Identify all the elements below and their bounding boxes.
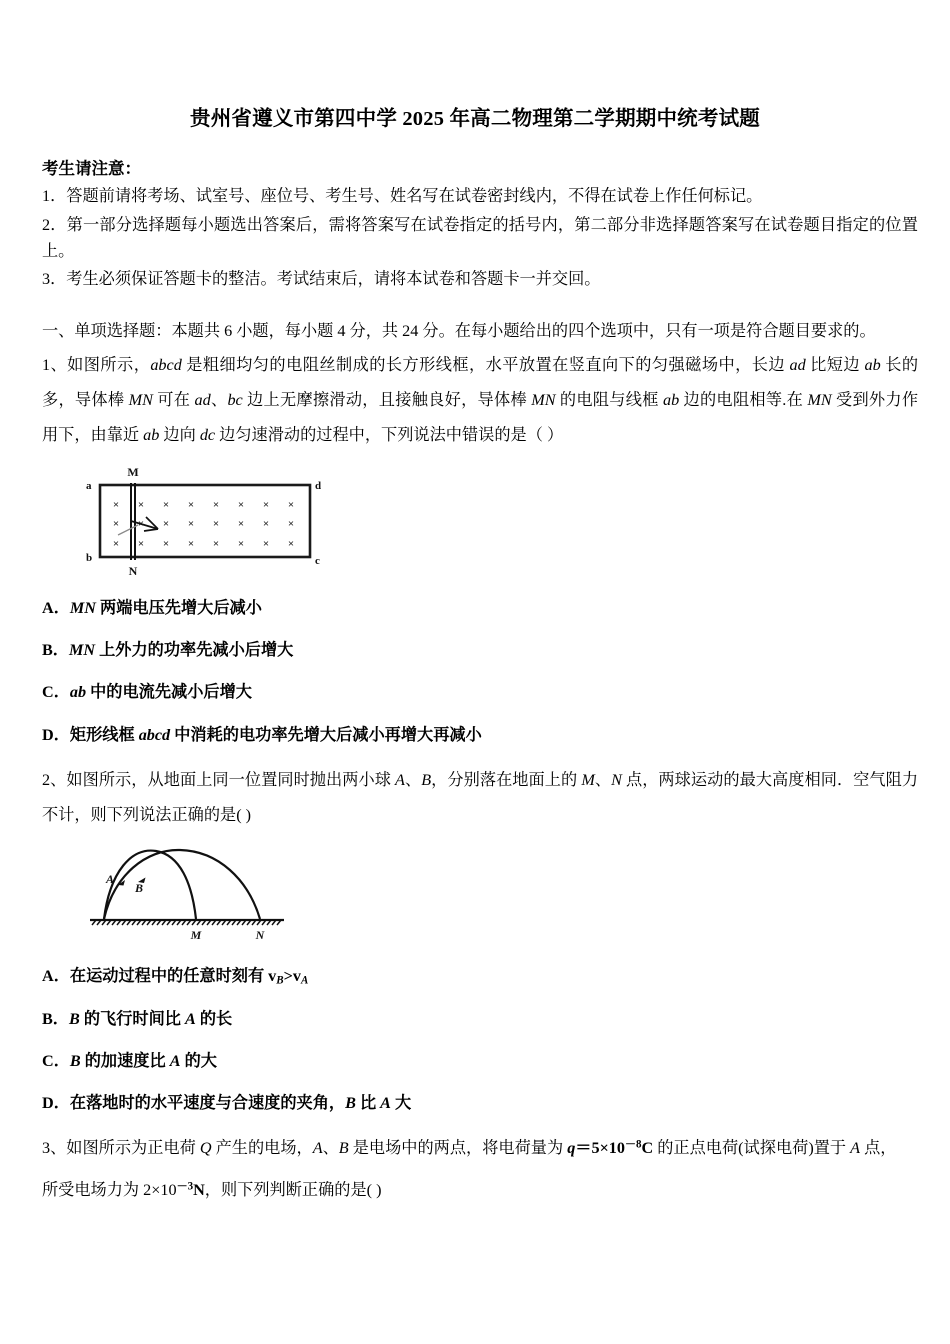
q2-option-d-part-3: A [380, 1094, 391, 1113]
q3-charge-unit: C [641, 1139, 654, 1158]
q1-seg-14: 的电阻与线框 [555, 391, 663, 410]
question-1-option-d[interactable] [42, 723, 918, 747]
question-1-figure [42, 463, 918, 578]
q2-option-a-text: 在运动过程中的任意时刻有 v [69, 966, 277, 985]
q2-seg-8: 点，两球运动的最大高度相同．空气阻力不计，则下列说法正确的是( ) [42, 770, 919, 824]
q2-option-d-label: D． [42, 1094, 70, 1113]
notice-item-2: 2．第一部分选择题每小题选出答案后，需将答案写在试卷指定的括号内，第二部分非选择题答案写在试卷题目指定的位置上。 [42, 215, 918, 260]
q2-option-b-part-3: 的长 [195, 1009, 233, 1028]
q2-option-c-part-1: 的加速度比 [80, 1051, 170, 1070]
notice-item-3: 3．考生必须保证答题卡的整洁。考试结束后，请将本试卷和答题卡一并交回。 [42, 270, 601, 289]
velocity-arrow-head-lower [144, 529, 158, 531]
corner-label-d: d [315, 479, 322, 492]
svg-text:×: × [187, 537, 195, 550]
option-c-label: C． [42, 683, 70, 702]
q1-seg-0: 如图所示， [67, 356, 151, 375]
q1-seg-19: ab [143, 425, 160, 444]
q3-charge-exponent: －8 [625, 1139, 642, 1152]
option-d-part-1: abcd [138, 725, 171, 744]
q2-seg-6: 、 [594, 770, 612, 789]
svg-text:×: × [287, 537, 295, 550]
question-1-option-b[interactable] [42, 638, 918, 662]
option-c-part-1: 中的电流先减小后增大 [86, 683, 252, 702]
curve-label-b: B [135, 880, 144, 895]
rectangular-loop-magnetic-field-diagram [72, 463, 332, 578]
question-2-figure [42, 841, 918, 946]
corner-label-a: a [86, 479, 92, 492]
corner-label-c: c [315, 554, 320, 567]
q1-seg-5: ab [864, 356, 881, 375]
q3-line1-end: 点， [860, 1139, 897, 1158]
option-b-part-0: MN [68, 641, 96, 660]
option-a-label: A． [42, 598, 70, 617]
q2-option-a-sub1: B [276, 973, 284, 986]
q1-seg-17: MN [807, 391, 832, 410]
svg-text:×: × [162, 498, 170, 511]
document-body [0, 157, 950, 1205]
q1-seg-6: 长的多，导体棒 [42, 356, 919, 410]
q1-seg-9: ad [194, 391, 211, 410]
svg-text:×: × [137, 537, 145, 550]
projectile-trajectories-diagram [84, 841, 334, 946]
q1-seg-16: 边的电阻相等.在 [679, 391, 808, 410]
option-a-part-1: 两端电压先增大后减小 [95, 598, 262, 617]
q1-seg-4: 比短边 [805, 356, 865, 375]
q3-force-unit: N [193, 1181, 205, 1200]
q2-option-b-part-1: 的飞行时间比 [79, 1009, 186, 1028]
q1-seg-20: 边向 [159, 425, 200, 444]
q3-line1-mid1: 产生的电场， [211, 1139, 313, 1158]
q3-force-exponent: －3 [176, 1180, 194, 1193]
q3-line2-pre: 所受电场力为 2×10 [42, 1181, 177, 1200]
question-2-option-a[interactable] [42, 964, 918, 989]
page-title: 贵州省遵义市第四中学 2025 年高二物理第二学期期中统考试题 [190, 108, 760, 130]
option-b-label: B． [42, 641, 69, 660]
question-3-stem-line-1 [42, 1135, 918, 1163]
question-1-option-a[interactable] [42, 596, 918, 620]
svg-text:×: × [162, 517, 170, 530]
q2-option-c-label: C． [42, 1051, 70, 1070]
curve-label-a: A [106, 871, 115, 886]
svg-text:×: × [262, 498, 270, 511]
question-1-number: 1、 [42, 356, 68, 375]
svg-text:×: × [137, 498, 145, 511]
svg-text:×: × [187, 517, 195, 530]
question-1-option-c[interactable] [42, 680, 918, 704]
notice-heading: 考生请注意： [42, 158, 141, 178]
q3-line2-post: ，则下列判断正确的是( ) [204, 1181, 382, 1200]
rod-label-n: N [128, 563, 138, 578]
option-d-label: D． [42, 725, 70, 744]
q1-seg-22: 边匀速滑动的过程中，下列说法中错误的是（ ） [215, 425, 564, 444]
svg-text:×: × [162, 537, 170, 550]
q2-seg-0: 如图所示，从地面上同一位置同时抛出两小球 [66, 770, 396, 789]
q1-seg-11: bc [227, 391, 243, 410]
landing-label-m: M [190, 927, 202, 942]
q1-seg-21: dc [199, 425, 216, 444]
q1-seg-18: 受到外力作用下，由靠近 [42, 391, 919, 444]
svg-text:×: × [187, 498, 195, 511]
landing-label-n: N [255, 927, 265, 942]
q3-point-a-2: A [850, 1139, 861, 1158]
q1-seg-7: MN [128, 391, 153, 410]
q2-option-a-mid: >v [283, 966, 301, 985]
q2-option-a-label: A． [42, 966, 70, 985]
q1-seg-15: ab [662, 391, 680, 410]
q2-seg-3: B [421, 770, 432, 789]
q2-option-c-part-3: 的大 [180, 1051, 217, 1070]
svg-text:×: × [212, 517, 220, 530]
option-d-part-2: 中消耗的电功率先增大后减小再增大再减小 [170, 725, 482, 744]
q1-seg-3: ad [789, 356, 806, 375]
rod-label-m: M [127, 464, 139, 479]
q2-seg-5: M [581, 770, 595, 789]
question-2-number: 2、 [42, 770, 67, 789]
q3-charge-q-symbol: Q [199, 1139, 212, 1158]
q3-point-a: A [312, 1139, 323, 1158]
svg-text:×: × [112, 517, 120, 530]
option-c-part-0: ab [69, 683, 87, 702]
q1-seg-12: 边上无摩擦滑动，且接触良好，导体棒 [242, 391, 532, 410]
section-one-heading: 一、单项选择题：本题共 6 小题，每小题 4 分，共 24 分。在每小题给出的四个选项中，只有一项是符合题目要求的。 [42, 322, 876, 341]
svg-text:×: × [212, 537, 220, 550]
question-2-stem [42, 763, 918, 833]
notice-item-1: 1．答题前请将考场、试室号、座位号、考生号、姓名写在试卷密封线内，不得在试卷上作任何标记。 [42, 187, 763, 206]
q2-seg-1: A [395, 770, 405, 789]
svg-text:×: × [287, 517, 295, 530]
q2-seg-7: N [611, 770, 622, 789]
q3-charge-q-lower: q [567, 1139, 576, 1158]
svg-text:×: × [237, 498, 245, 511]
q1-seg-13: MN [531, 391, 556, 410]
svg-text:×: × [262, 537, 270, 550]
svg-text:×: × [212, 498, 220, 511]
q2-option-d-part-4: 大 [390, 1094, 412, 1113]
question-2-option-d[interactable] [42, 1091, 918, 1115]
q3-line1-post: 的正点电荷(试探电荷)置于 [653, 1139, 851, 1158]
svg-text:×: × [262, 517, 270, 530]
svg-text:×: × [112, 498, 120, 511]
svg-text:×: × [237, 517, 245, 530]
q1-seg-1: abcd [150, 356, 182, 375]
option-a-part-0: MN [69, 598, 96, 617]
q1-seg-10: 、 [210, 391, 228, 410]
q2-option-b-part-2: A [185, 1009, 196, 1028]
q3-charge-value: ＝5×10 [575, 1139, 625, 1158]
svg-text:×: × [237, 537, 245, 550]
option-b-part-1: 上外力的功率先减小后增大 [95, 641, 294, 660]
q1-seg-8: 可在 [152, 391, 195, 410]
svg-text:×: × [112, 537, 120, 550]
q3-line1-sep: 、 [322, 1139, 339, 1158]
question-2-option-b[interactable] [42, 1007, 918, 1031]
svg-text:×: × [287, 498, 295, 511]
q3-point-b: B [338, 1139, 349, 1158]
q2-seg-2: 、 [404, 770, 422, 789]
q2-option-c-part-2: A [169, 1051, 181, 1070]
q2-option-c-part-0: B [69, 1051, 81, 1070]
q2-option-d-part-1: B [345, 1094, 356, 1113]
q2-option-d-part-0: 在落地时的水平速度与合速度的夹角， [69, 1094, 346, 1113]
q2-seg-4: ，分别落在地面上的 [431, 770, 582, 789]
q2-option-b-part-0: B [68, 1009, 80, 1028]
q3-line1-pre: 如图所示为正电荷 [66, 1139, 200, 1158]
question-1-stem [42, 348, 918, 452]
q3-line1-mid2: 是电场中的两点，将电荷量为 [348, 1139, 568, 1158]
q1-seg-2: 是粗细均匀的电阻丝制成的长方形线框，水平放置在竖直向下的匀强磁场中，长边 [181, 356, 790, 375]
option-d-part-0: 矩形线框 [69, 725, 139, 744]
question-3-number: 3、 [42, 1139, 67, 1158]
q2-option-b-label: B． [42, 1009, 69, 1028]
question-3-stem-line-2 [42, 1177, 918, 1205]
question-2-option-c[interactable] [42, 1049, 918, 1073]
q2-option-d-part-2: 比 [355, 1094, 381, 1113]
corner-label-b: b [86, 551, 93, 564]
q2-option-a-sub2: A [300, 973, 309, 986]
